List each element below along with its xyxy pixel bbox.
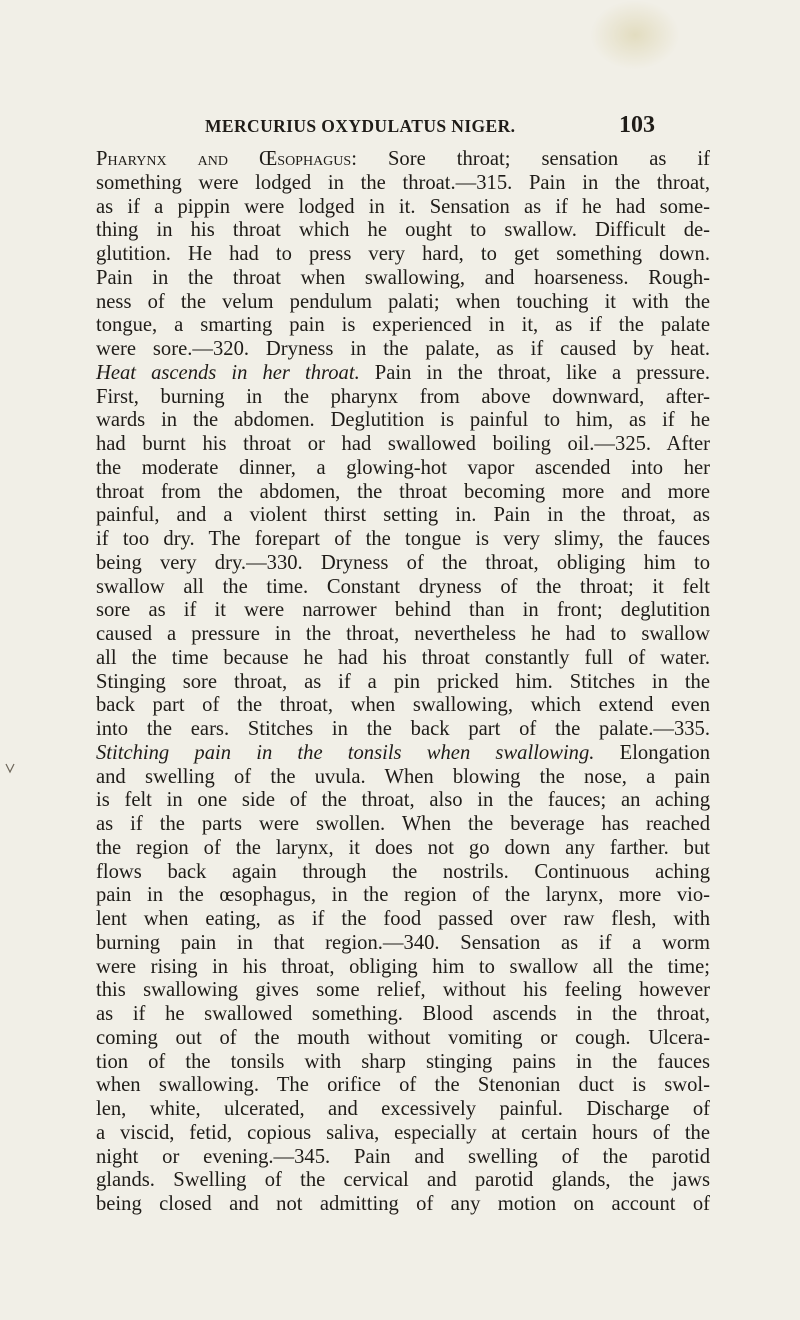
text-line <box>96 576 710 600</box>
text-run: lent when eating, as if the food passed over raw flesh, with <box>96 908 710 930</box>
text-run: len, white, ulcerated, and excessively painful. Discharge of <box>96 1098 710 1120</box>
text-line <box>96 1027 710 1051</box>
text-run: the region of the larynx, it does not go down any farther. but <box>96 836 710 859</box>
text-line <box>96 409 710 433</box>
text-line <box>96 457 710 481</box>
text-line <box>96 979 710 1003</box>
text-run: back part of the throat, when swallowing, which extend even <box>96 694 710 717</box>
text-line <box>96 956 710 980</box>
text-run: ness of the velum pendulum palati; when touching it with the <box>96 290 710 313</box>
text-run: being closed and not admitting of any motion on account of <box>96 1193 710 1215</box>
text-line <box>96 552 710 576</box>
text-line <box>96 172 710 196</box>
text-line <box>96 1003 710 1027</box>
text-run: Pain in the throat, like a pressure. <box>359 361 710 384</box>
text-line <box>96 837 710 861</box>
text-run: Elongation <box>594 741 710 764</box>
text-line <box>96 1122 710 1146</box>
text-line <box>96 528 710 552</box>
text-line <box>96 694 710 718</box>
text-run: Sore throat; sensation as if <box>356 148 710 170</box>
text-line <box>96 338 710 362</box>
text-line <box>96 148 710 172</box>
text-line <box>96 267 710 291</box>
text-run: all the time because he had his throat constantly full of water. <box>96 646 710 669</box>
text-run: as if a pippin were lodged in it. Sensation as if he had some- <box>96 195 710 218</box>
text-line <box>96 766 710 790</box>
text-line <box>96 1074 710 1098</box>
running-head: MERCURIUS OXYDULATUS NIGER. <box>205 116 516 136</box>
text-line <box>96 647 710 671</box>
text-run: when swallowing. The orifice of the Stenonian duct is swol- <box>96 1074 710 1097</box>
text-line <box>96 481 710 505</box>
text-line <box>96 932 710 956</box>
text-line <box>96 314 710 338</box>
text-line <box>96 718 710 742</box>
text-line <box>96 623 710 647</box>
text-line <box>96 908 710 932</box>
text-run: being very dry.—330. Dryness of the throat, obliging him to <box>96 551 710 574</box>
text-run: and swelling of the uvula. When blowing the nose, a pain <box>96 765 710 788</box>
text-run: First, burning in the pharynx from above downward, after- <box>96 385 710 408</box>
text-line <box>96 1169 710 1193</box>
text-line <box>96 433 710 457</box>
text-run: tion of the tonsils with sharp stinging pains in the fauces <box>96 1050 710 1073</box>
text-run: swallow all the time. Constant dryness of the throat; it felt <box>96 575 710 598</box>
text-line <box>96 386 710 410</box>
italic-symptom: Stitching pain in the tonsils when swallowing. <box>96 741 595 764</box>
text-line <box>96 884 710 908</box>
text-line <box>96 1051 710 1075</box>
paper-stain <box>590 0 680 70</box>
text-run: were sore.—320. Dryness in the palate, as if caused by heat. <box>96 338 710 360</box>
text-run: into the ears. Stitches in the back part of the palate.—335. <box>96 718 710 740</box>
text-run: as if the parts were swollen. When the beverage has reached <box>96 813 710 835</box>
text-line <box>96 1098 710 1122</box>
text-run: the moderate dinner, a glowing-hot vapor ascended into her <box>96 456 710 479</box>
text-line <box>96 1193 710 1217</box>
text-line <box>96 1146 710 1170</box>
text-line <box>96 362 710 386</box>
text-run: night or evening.—345. Pain and swelling of the parotid <box>96 1145 710 1168</box>
section-heading: Pharynx and Œsophagus: <box>96 148 357 170</box>
text-run: pain in the œsophagus, in the region of the larynx, more vio- <box>96 884 710 907</box>
text-run: Stinging sore throat, as if a pin pricked him. Stitches in the <box>96 670 710 693</box>
text-run: is felt in one side of the throat, also in the fauces; an aching <box>96 789 710 812</box>
body-text <box>96 148 710 1217</box>
text-line <box>96 219 710 243</box>
text-line <box>96 504 710 528</box>
text-run: tongue, a smarting pain is experienced in it, as if the palate <box>96 314 710 337</box>
page-header <box>205 112 655 142</box>
text-run: flows back again through the nostrils. Continuous aching <box>96 860 710 883</box>
italic-symptom: Heat ascends in her throat. <box>96 361 360 384</box>
text-line <box>96 789 710 813</box>
text-run: coming out of the mouth without vomiting or cough. Ulcera- <box>96 1026 710 1049</box>
text-run: burning pain in that region.—340. Sensation as if a worm <box>96 931 710 954</box>
text-run: Pain in the throat when swallowing, and hoarseness. Rough- <box>96 266 710 289</box>
text-line <box>96 671 710 695</box>
text-line <box>96 243 710 267</box>
text-line <box>96 742 710 766</box>
text-run: this swallowing gives some relief, without his feeling however <box>96 979 710 1002</box>
text-line <box>96 291 710 315</box>
text-line <box>96 861 710 885</box>
text-line <box>96 196 710 220</box>
text-line <box>96 813 710 837</box>
margin-mark-icon <box>5 762 15 774</box>
text-run: a viscid, fetid, copious saliva, especially at certain hours of the <box>96 1121 710 1144</box>
text-line <box>96 599 710 623</box>
text-run: as if he swallowed something. Blood ascends in the throat, <box>96 1003 710 1025</box>
text-run: had burnt his throat or had swallowed boiling oil.—325. After <box>96 433 710 455</box>
text-run: if too dry. The forepart of the tongue is very slimy, the fauces <box>96 528 710 550</box>
text-run: glutition. He had to press very hard, to get something down. <box>96 243 710 265</box>
text-run: sore as if it were narrower behind than in front; deglutition <box>96 599 710 622</box>
text-run: were rising in his throat, obliging him to swallow all the time; <box>96 955 710 978</box>
text-run: glands. Swelling of the cervical and parotid glands, the jaws <box>96 1169 710 1192</box>
text-run: painful, and a violent thirst setting in. Pain in the throat, as <box>96 504 710 527</box>
text-run: wards in the abdomen. Deglutition is painful to him, as if he <box>96 409 710 432</box>
text-run: throat from the abdomen, the throat becoming more and more <box>96 480 710 503</box>
text-run: caused a pressure in the throat, nevertheless he had to swallow <box>96 623 710 645</box>
page-number: 103 <box>619 112 655 138</box>
text-run: something were lodged in the throat.—315. Pain in the throat, <box>96 171 710 194</box>
text-run: thing in his throat which he ought to swallow. Difficult de- <box>96 219 710 242</box>
